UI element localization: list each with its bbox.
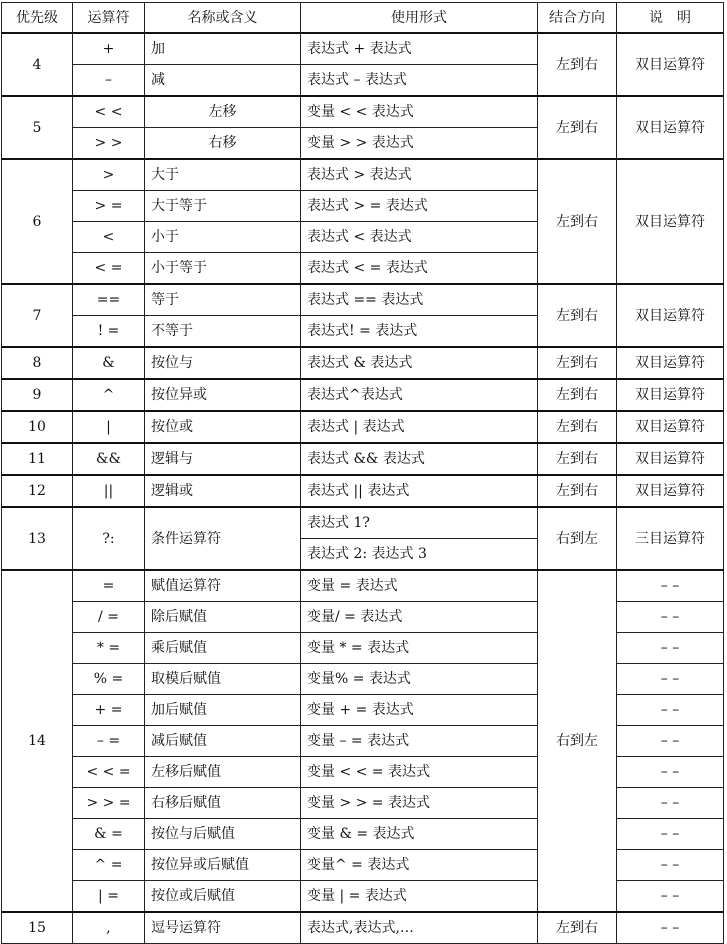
- operator-cell: > > =: [73, 788, 145, 819]
- description-cell: – –: [617, 757, 724, 788]
- operator-cell: ?:: [73, 507, 145, 570]
- usage-form-cell: 表达式 – 表达式: [301, 65, 538, 97]
- associativity-cell: 左到右: [538, 96, 617, 159]
- description-cell: – –: [617, 726, 724, 757]
- usage-form-cell: 表达式 && 表达式: [301, 443, 538, 475]
- usage-form-cell: 表达式 < = 表达式: [301, 253, 538, 285]
- operator-cell: ,: [73, 912, 145, 944]
- operator-cell: ! =: [73, 316, 145, 348]
- priority-cell: 13: [2, 507, 73, 570]
- table-row: [2, 379, 724, 411]
- table-row: [2, 443, 724, 475]
- usage-form-cell: 表达式 + 表达式: [301, 33, 538, 65]
- name-cell: 右移后赋值: [145, 788, 301, 819]
- table-row: [2, 507, 724, 539]
- name-cell: 乘后赋值: [145, 633, 301, 664]
- usage-form-cell: 表达式 > 表达式: [301, 159, 538, 191]
- name-cell: 按位异或后赋值: [145, 850, 301, 881]
- usage-form-cell: 表达式 & 表达式: [301, 347, 538, 379]
- operator-cell: >: [73, 159, 145, 191]
- usage-form-cell: 变量 < < 表达式: [301, 96, 538, 128]
- usage-form-cell: 变量 | = 表达式: [301, 881, 538, 913]
- usage-form-cell: 变量% = 表达式: [301, 664, 538, 695]
- usage-form-cell: 表达式 || 表达式: [301, 475, 538, 507]
- operator-cell: > =: [73, 191, 145, 222]
- name-cell: 左移: [145, 96, 301, 128]
- operator-cell: < <: [73, 96, 145, 128]
- associativity-cell: 右到左: [538, 570, 617, 912]
- table-row: [2, 475, 724, 507]
- usage-form-cell: 表达式 1?: [301, 507, 538, 539]
- table-row: [2, 96, 724, 128]
- description-cell: 双目运算符: [617, 443, 724, 475]
- usage-form-cell: 变量 < < = 表达式: [301, 757, 538, 788]
- usage-form-cell: 变量 + = 表达式: [301, 695, 538, 726]
- name-cell: 右移: [145, 128, 301, 160]
- header-description: 说 明: [617, 3, 724, 34]
- usage-form-cell: 表达式 2: 表达式 3: [301, 539, 538, 571]
- usage-form-cell: 表达式^表达式: [301, 379, 538, 411]
- description-cell: 三目运算符: [617, 507, 724, 570]
- operator-cell: ^ =: [73, 850, 145, 881]
- name-cell: 小于等于: [145, 253, 301, 285]
- name-cell: 赋值运算符: [145, 570, 301, 602]
- table-row: [2, 411, 724, 443]
- name-cell: 加后赋值: [145, 695, 301, 726]
- priority-cell: 11: [2, 443, 73, 475]
- description-cell: – –: [617, 570, 724, 602]
- priority-cell: 15: [2, 912, 73, 944]
- table-row: [2, 570, 724, 602]
- operator-cell: =: [73, 570, 145, 602]
- associativity-cell: 左到右: [538, 411, 617, 443]
- operator-cell: | =: [73, 881, 145, 913]
- usage-form-cell: 表达式! = 表达式: [301, 316, 538, 348]
- header-associativity: 结合方向: [538, 3, 617, 34]
- description-cell: 双目运算符: [617, 96, 724, 159]
- description-cell: – –: [617, 633, 724, 664]
- description-cell: 双目运算符: [617, 379, 724, 411]
- name-cell: 加: [145, 33, 301, 65]
- name-cell: 小于: [145, 222, 301, 253]
- name-cell: 按位与: [145, 347, 301, 379]
- usage-form-cell: 变量^ = 表达式: [301, 850, 538, 881]
- priority-cell: 4: [2, 33, 73, 96]
- associativity-cell: 左到右: [538, 475, 617, 507]
- description-cell: – –: [617, 850, 724, 881]
- operator-cell: & =: [73, 819, 145, 850]
- description-cell: – –: [617, 695, 724, 726]
- priority-cell: 8: [2, 347, 73, 379]
- associativity-cell: 左到右: [538, 159, 617, 284]
- operator-cell: +: [73, 33, 145, 65]
- operator-cell: < < =: [73, 757, 145, 788]
- table-body: [2, 33, 724, 944]
- name-cell: 减: [145, 65, 301, 97]
- priority-cell: 10: [2, 411, 73, 443]
- operator-cell: < =: [73, 253, 145, 285]
- usage-form-cell: 变量 > > 表达式: [301, 128, 538, 160]
- operator-cell: –: [73, 65, 145, 97]
- operator-cell: ^: [73, 379, 145, 411]
- operator-cell: &: [73, 347, 145, 379]
- priority-cell: 12: [2, 475, 73, 507]
- usage-form-cell: 变量/ = 表达式: [301, 602, 538, 633]
- name-cell: 条件运算符: [145, 507, 301, 570]
- usage-form-cell: 变量 > > = 表达式: [301, 788, 538, 819]
- operator-cell: > >: [73, 128, 145, 160]
- name-cell: 按位或后赋值: [145, 881, 301, 913]
- description-cell: 双目运算符: [617, 284, 724, 347]
- operator-cell: |: [73, 411, 145, 443]
- usage-form-cell: 变量 = 表达式: [301, 570, 538, 602]
- name-cell: 大于: [145, 159, 301, 191]
- name-cell: 左移后赋值: [145, 757, 301, 788]
- name-cell: 除后赋值: [145, 602, 301, 633]
- name-cell: 减后赋值: [145, 726, 301, 757]
- table-header: [2, 3, 724, 34]
- usage-form-cell: 表达式 < 表达式: [301, 222, 538, 253]
- description-cell: – –: [617, 788, 724, 819]
- usage-form-cell: 变量 – = 表达式: [301, 726, 538, 757]
- header-priority: 优先级: [2, 3, 73, 34]
- associativity-cell: 右到左: [538, 507, 617, 570]
- name-cell: 逻辑或: [145, 475, 301, 507]
- usage-form-cell: 表达式 == 表达式: [301, 284, 538, 316]
- description-cell: – –: [617, 819, 724, 850]
- description-cell: 双目运算符: [617, 33, 724, 96]
- table-row: [2, 284, 724, 316]
- name-cell: 按位与后赋值: [145, 819, 301, 850]
- description-cell: – –: [617, 664, 724, 695]
- header-usage-form: 使用形式: [301, 3, 538, 34]
- name-cell: 大于等于: [145, 191, 301, 222]
- table-row: [2, 33, 724, 65]
- associativity-cell: 左到右: [538, 443, 617, 475]
- table-row: [2, 912, 724, 944]
- operator-cell: % =: [73, 664, 145, 695]
- description-cell: 双目运算符: [617, 159, 724, 284]
- name-cell: 按位或: [145, 411, 301, 443]
- usage-form-cell: 变量 * = 表达式: [301, 633, 538, 664]
- description-cell: – –: [617, 881, 724, 913]
- associativity-cell: 左到右: [538, 379, 617, 411]
- usage-form-cell: 表达式 > = 表达式: [301, 191, 538, 222]
- name-cell: 按位异或: [145, 379, 301, 411]
- description-cell: – –: [617, 912, 724, 944]
- operator-precedence-table: [1, 2, 724, 944]
- name-cell: 不等于: [145, 316, 301, 348]
- priority-cell: 6: [2, 159, 73, 284]
- associativity-cell: 左到右: [538, 284, 617, 347]
- description-cell: 双目运算符: [617, 475, 724, 507]
- name-cell: 逻辑与: [145, 443, 301, 475]
- name-cell: 等于: [145, 284, 301, 316]
- priority-cell: 7: [2, 284, 73, 347]
- associativity-cell: 左到右: [538, 912, 617, 944]
- description-cell: 双目运算符: [617, 411, 724, 443]
- operator-cell: &&: [73, 443, 145, 475]
- name-cell: 逗号运算符: [145, 912, 301, 944]
- operator-cell: + =: [73, 695, 145, 726]
- usage-form-cell: 表达式 | 表达式: [301, 411, 538, 443]
- operator-cell: * =: [73, 633, 145, 664]
- usage-form-cell: 变量 & = 表达式: [301, 819, 538, 850]
- associativity-cell: 左到右: [538, 347, 617, 379]
- header-operator: 运算符: [73, 3, 145, 34]
- description-cell: – –: [617, 602, 724, 633]
- header-name-meaning: 名称或含义: [145, 3, 301, 34]
- operator-cell: ==: [73, 284, 145, 316]
- operator-cell: ||: [73, 475, 145, 507]
- priority-cell: 9: [2, 379, 73, 411]
- priority-cell: 5: [2, 96, 73, 159]
- associativity-cell: 左到右: [538, 33, 617, 96]
- header-row: [2, 3, 724, 34]
- table-row: [2, 159, 724, 191]
- name-cell: 取模后赋值: [145, 664, 301, 695]
- operator-cell: <: [73, 222, 145, 253]
- priority-cell: 14: [2, 570, 73, 912]
- operator-cell: / =: [73, 602, 145, 633]
- description-cell: 双目运算符: [617, 347, 724, 379]
- operator-cell: – =: [73, 726, 145, 757]
- table-row: [2, 347, 724, 379]
- usage-form-cell: 表达式,表达式,…: [301, 912, 538, 944]
